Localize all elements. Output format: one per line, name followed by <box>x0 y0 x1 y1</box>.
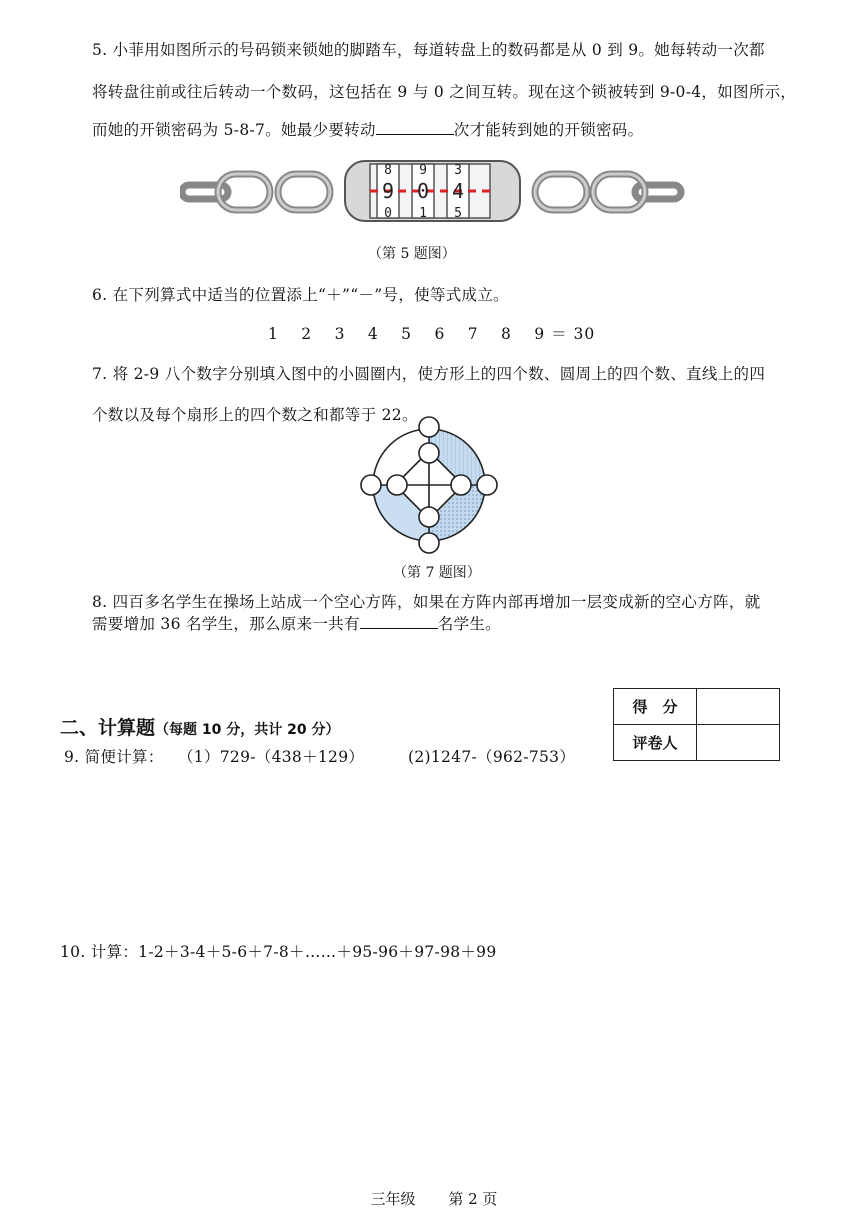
lock-top-3: 3 <box>454 163 462 178</box>
diagram-slot-square-top <box>419 443 439 463</box>
q9-label: 9. 简便计算： <box>64 748 164 766</box>
combination-lock-figure <box>180 158 685 226</box>
diagram-slot-square-left <box>387 475 407 495</box>
section2-heading <box>60 713 339 740</box>
q10-text: 10. 计算：1-2＋3-4＋5-6＋7-8＋……＋95-96＋97-98＋99 <box>60 943 497 961</box>
q5-text-a: 而她的开锁密码为 5-8-7。她最少要转动 <box>92 121 376 139</box>
circle-square-diagram <box>355 413 505 555</box>
diagram-slot-square-bottom <box>419 507 439 527</box>
lock-bot-1: 0 <box>384 206 392 221</box>
section2-title: 二、计算题 <box>60 717 156 739</box>
q9-part2: (2)1247-（962-753） <box>408 748 576 766</box>
score-box[interactable] <box>697 689 780 725</box>
diagram-slot-top <box>419 417 439 437</box>
q8-answer-blank[interactable] <box>360 627 438 629</box>
lock-bot-2: 1 <box>419 206 427 221</box>
q5-caption: （第 5 题图） <box>368 246 456 262</box>
lock-top-2: 9 <box>419 163 427 178</box>
footer-page: 第 2 页 <box>448 1190 498 1208</box>
lock-mid-1: 9 <box>381 179 395 203</box>
score-label: 得 分 <box>614 689 697 725</box>
lock-top-1: 8 <box>384 163 392 178</box>
q9-part1: （1）729-（438＋129） <box>178 748 365 766</box>
q6-text: 6. 在下列算式中适当的位置添上“＋”“－”号，使等式成立。 <box>92 286 509 304</box>
q5-line3 <box>92 118 643 140</box>
grader-label: 评卷人 <box>614 725 697 761</box>
q6-equation: 1 2 3 4 5 6 7 8 9 ＝ 30 <box>268 325 596 343</box>
q8-text-a: 需要增加 36 名学生，那么原来一共有 <box>92 615 360 633</box>
lock-mid-2: 0 <box>416 179 430 203</box>
q5-answer-blank[interactable] <box>376 133 454 135</box>
q5-text-b: 次才能转到她的开锁密码。 <box>453 121 644 139</box>
page-footer <box>0 1188 868 1209</box>
diagram-slot-left <box>361 475 381 495</box>
q7-line2: 个数以及每个扇形上的四个数之和都等于 22。 <box>92 406 418 424</box>
q7-line1: 7. 将 2-9 八个数字分别填入图中的小圆圈内，使方形上的四个数、圆周上的四个数、直线上的四 <box>92 365 766 383</box>
diagram-slot-bottom <box>419 533 439 553</box>
q7-caption: （第 7 题图） <box>393 565 481 581</box>
diagram-slot-right <box>477 475 497 495</box>
q8-text-b: 名学生。 <box>437 615 501 633</box>
footer-grade: 三年级 <box>370 1190 416 1208</box>
grader-box[interactable] <box>697 725 780 761</box>
lock-mid-3: 4 <box>451 179 465 203</box>
q5-line2: 将转盘往前或往后转动一个数码，这包括在 9 与 0 之间互转。现在这个锁被转到 9-0-4，如图所示， <box>92 83 797 101</box>
diagram-slot-square-right <box>451 475 471 495</box>
lock-bot-3: 5 <box>454 206 462 221</box>
q8-line1: 8. 四百多名学生在操场上站成一个空心方阵，如果在方阵内部再增加一层变成新的空心方阵，就 <box>92 593 761 611</box>
q5-line1: 5. 小菲用如图所示的号码锁来锁她的脚踏车，每道转盘上的数码都是从 0 到 9。她每转动一次都 <box>92 41 765 59</box>
score-table <box>613 688 780 761</box>
section2-note: （每题 10 分，共计 20 分） <box>155 722 340 738</box>
q8-line2 <box>92 612 501 634</box>
